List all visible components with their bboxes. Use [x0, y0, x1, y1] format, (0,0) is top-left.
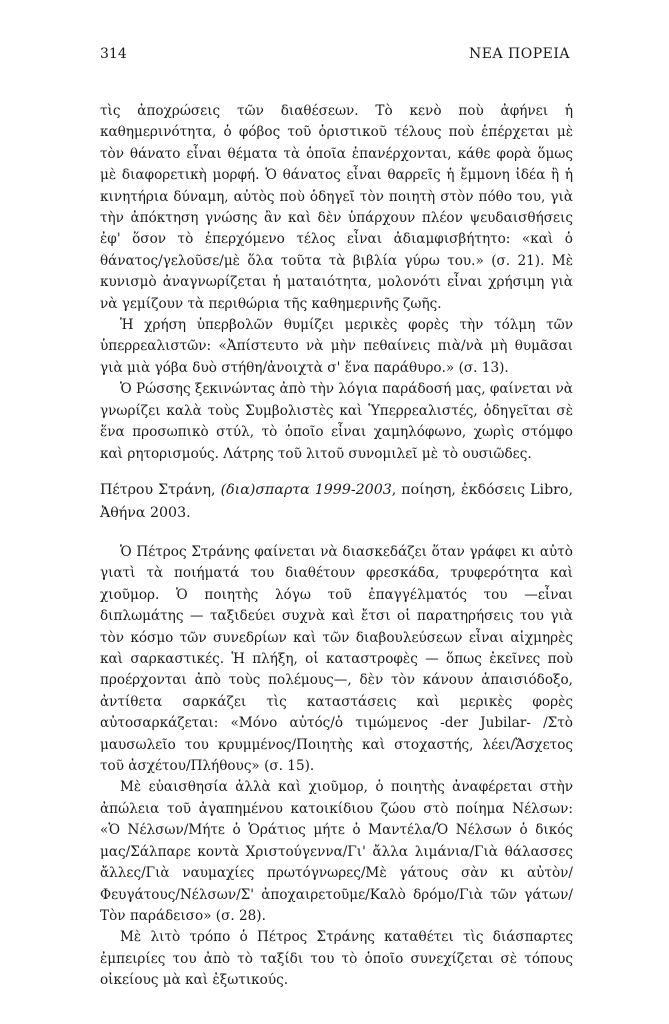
page-header [100, 46, 570, 66]
review-continuation-text [100, 101, 573, 465]
paragraph: Μὲ εὐαισθησία ἀλλὰ καὶ χιοῦμορ, ὁ ποιητὴς ἀναφέρεται στὴν ἀπώλεια τοῦ ἀγαπημένου κατοικίδιου ζώου στὸ ποίημα Νέλσων: «Ὁ Νέλσων/Μήτε ὁ Ὁράτιος μήτε ὁ Μαντέλα/Ὁ Νέλσων ὁ δικός μας/Σάλπαρε κοντὰ Χριστούγεννα/Γι' ἄλλα λιμάνια/Γιὰ θάλασσες ἄλλες/Γιὰ ναυμαχίες πρωτόγνωρες/Μὲ γάτους σὰν κι αὐτὸν/Φευγάτους/Νέλσων/Σ' ἀποχαιρετοῦμε/Καλὸ δρόμο/Γιὰ τῶν γάτων/Τὸν παράδεισο» (σ. 28). [100, 779, 573, 924]
review-text [100, 542, 573, 992]
paragraph: Ὁ Πέτρος Στράνης φαίνεται νὰ διασκεδάζει ὅταν γράφει κι αὐτὸ γιατὶ τὰ ποιήματά του διαθέτουν φρεσκάδα, τρυφερότητα καὶ χιοῦμορ. Ὁ ποιητὴς λόγω τοῦ ἐπαγγέλματός του —εἶναι διπλωμάτης — ταξιδεύει συχνὰ καὶ ἔτσι οἱ παρατηρήσεις του γιὰ τὸν κόσμο τῶν συνεδρίων καὶ τῶν διαβουλεύσεων εἶναι αἰχμηρὲς καὶ σαρκαστικές. Ἡ πλήξη, οἱ καταστροφὲς — ὅπως ἐκεῖνες ποὺ προέρχονται ἀπὸ τοὺς πολέμους—, δὲν τὸν κάνουν ἀπαισιόδοξο, ἀντίθετα σαρκάζει τὶς καταστάσεις καὶ μερικὲς φορὲς αὐτοσαρκάζεται: «Μόνο αὐτός/ὁ τιμώμενος -der Jubilar- /Στὸ μαυσωλεῖο του κρυμμένος/Ποιητὴς καὶ στοχαστής, λέει/Ἄσχετος τοῦ ἀσχέτου/Πλήθους» (σ. 15). [100, 544, 573, 775]
review-book-citation [100, 479, 573, 524]
review-book-title: (δια)σπαρτα 1999-2003 [220, 482, 392, 498]
paragraph: τὶς ἀποχρώσεις τῶν διαθέσεων. Τὸ κενὸ ποὺ ἀφήνει ἡ καθημερινότητα, ὁ φόβος τοῦ ὁριστικοῦ τέλους ποὺ ἐπέρχεται μὲ τὸν θάνατο εἶναι θέματα τὰ ὁποῖα ἐπανέρχονται, κάθε φορὰ ὅμως μὲ διαφορετικὴ μορφή. Ὁ θάνατος εἶναι θαρρεῖς ἡ ἔμμονη ἰδέα ἢ ἡ κινητήρια δύναμη, αὐτὸς ποὺ ὁδηγεῖ τὸν ποιητὴ στὸν πόθο του, γιὰ τὴν ἀπόκτηση γνώσης ἂν καὶ δὲν ὑπάρχουν πλέον ψευδαισθήσεις ἐφ' ὅσον τὸ ἐπερχόμενο τέλος εἶναι ἀδιαμφισβήτητο: «καὶ ὁ θάνατος/γελοῦσε/μὲ ὅλα τοῦτα τὰ βιβλία γύρω του.» (σ. 21). Μὲ κυνισμὸ ἀναγνωρίζεται ἡ ματαιότητα, μολονότι εἶναι χρήσιμη γιὰ νὰ γεμίζουν τὰ περιθώρια τῆς καθημερινῆς ζωῆς. [100, 103, 573, 312]
running-title: ΝΕΑ ΠΟΡΕΙΑ [469, 46, 570, 62]
review-publication-details: , ποίηση, ἐκδόσεις Libro, Ἀθήνα 2003. [100, 482, 573, 521]
paragraph: Ὁ Ρώσσης ξεκινώντας ἀπὸ τὴν λόγια παράδοσή μας, φαίνεται νὰ γνωρίζει καλὰ τοὺς Συμβολιστὲς καὶ Ὑπερρεαλιστές, ὁδηγεῖται σὲ ἕνα προσωπικὸ στύλ, τὸ ὁποῖο εἶναι χαμηλόφωνο, χωρὶς στόμφο καὶ ρητορισμούς. Λάτρης τοῦ λιτοῦ συνομιλεῖ μὲ τὸ ουσιῶδες. [100, 381, 573, 462]
paragraph: Μὲ λιτὸ τρόπο ὁ Πέτρος Στράνης καταθέτει τὶς διάσπαρτες ἐμπειρίες του ἀπὸ τὸ ταξίδι του τὸ ὁποῖο συνεχίζεται σὲ τόπους οἰκείους μὰ καὶ ἐξωτικούς. [100, 929, 573, 989]
review-author: Πέτρου Στράνη, [100, 482, 221, 498]
page-number: 314 [100, 46, 127, 62]
paragraph: Ἡ χρήση ὑπερβολῶν θυμίζει μερικὲς φορὲς τὴν τόλμη τῶν ὑπερρεαλιστῶν: «Ἀπίστευτο νὰ μὴν πεθαίνεις πιὰ/νὰ μὴ θυμᾶσαι γιὰ μιὰ γόβα δυὸ στήθη/ἀνοιχτὰ σ' ἕνα παράθυρο.» (σ. 13). [100, 317, 573, 376]
